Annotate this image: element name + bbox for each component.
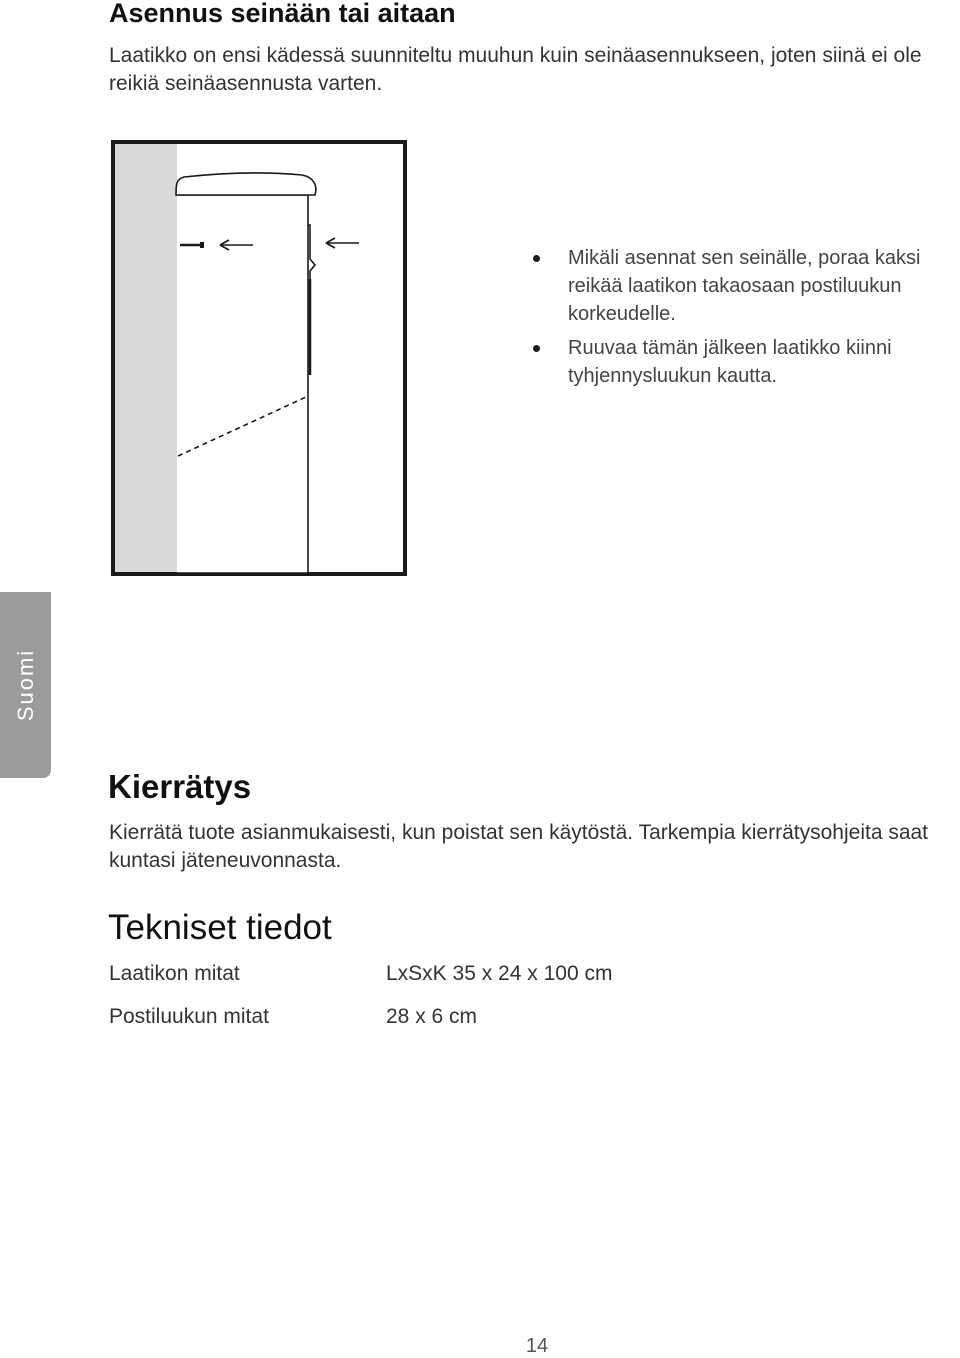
- instruction-list: [530, 244, 950, 396]
- wall-mount-illustration: [110, 139, 408, 579]
- list-item-text: Mikäli asennat sen seinälle, poraa kaksi reikää laatikon takaosaan postiluukun korkeudelle.: [568, 247, 921, 325]
- spec-value: 28 x 6 cm: [386, 1005, 478, 1028]
- language-tab-label: Suomi: [12, 648, 38, 722]
- spec-label: Laatikon mitat: [109, 962, 240, 985]
- language-tab: [0, 592, 51, 778]
- spec-row: [109, 959, 809, 989]
- section-heading-specs: Tekniset tiedot: [108, 908, 332, 947]
- mailbox-body: [177, 195, 308, 573]
- bullet-icon: [533, 255, 540, 262]
- bullet-icon: [533, 345, 540, 352]
- section-heading-wall-mounting: Asennus seinään tai aitaan: [109, 0, 456, 28]
- mailbox-slot: [308, 225, 315, 279]
- recycling-text: Kierrätä tuote asianmukaisesti, kun poistat sen käytöstä. Tarkempia kierrätysohjeita saat kuntasi jäteneuvonnasta.: [109, 821, 929, 872]
- arrow-left-icon: [326, 238, 359, 248]
- spec-label: Postiluukun mitat: [109, 1005, 269, 1028]
- list-item: [530, 244, 950, 328]
- mailbox-lid: [176, 173, 316, 195]
- list-item: [530, 334, 950, 390]
- list-item-text: Ruuvaa tämän jälkeen laatikko kiinni tyhjennysluukun kautta.: [568, 337, 892, 387]
- spec-value: LxSxK 35 x 24 x 100 cm: [386, 962, 613, 985]
- section-heading-recycling: Kierrätys: [108, 768, 252, 805]
- page-number: 14: [525, 1335, 549, 1357]
- wall-strip: [114, 143, 177, 575]
- wall-mounting-intro: Laatikko on ensi kädessä suunniteltu muuhun kuin seinäasennukseen, joten siinä ei ole reikiä seinäasennusta varten.: [109, 44, 922, 95]
- spec-row: [109, 1002, 809, 1032]
